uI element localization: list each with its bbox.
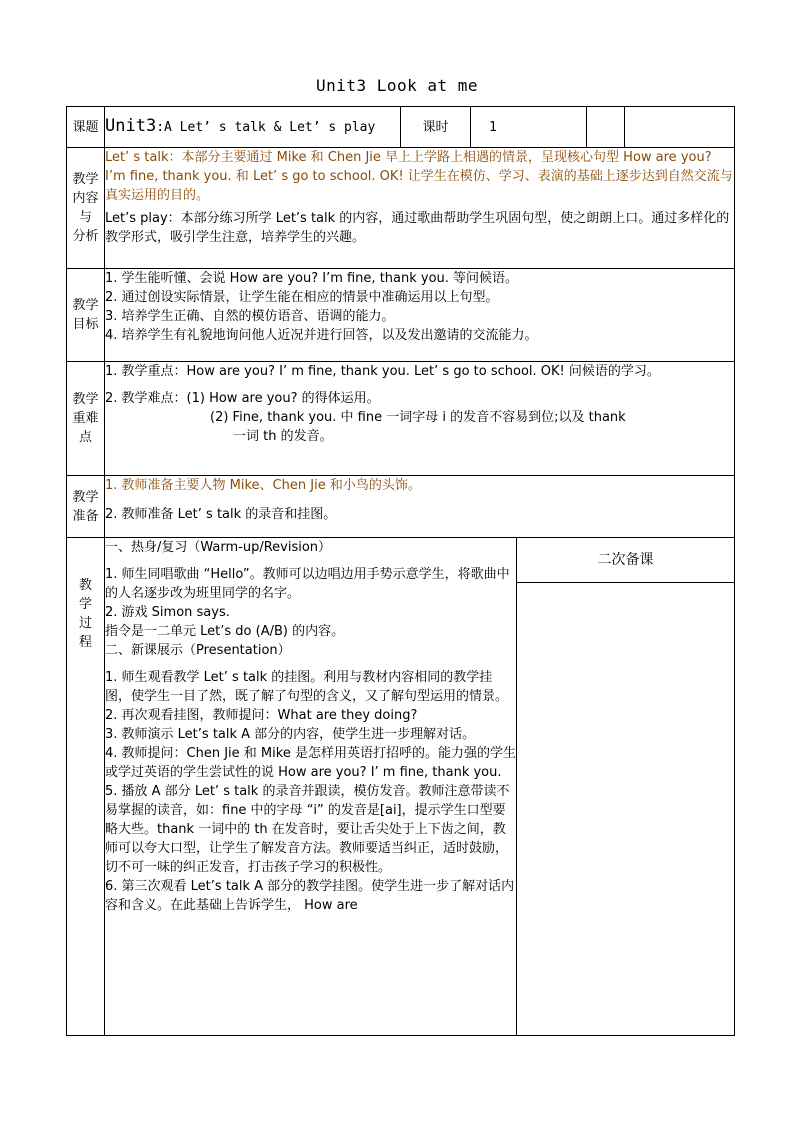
period-label: 课时 [401,107,471,148]
empty-cell-2 [625,107,735,148]
row-process [67,538,735,1036]
goals-label: 教学 目标 [67,269,105,362]
process-line-5: 指令是一二单元 Let’s do (A/B) 的内容。 [105,624,345,639]
process-line-4: 2. 游戏 Simon says. [105,605,230,620]
difficulty-2b: 一词 th 的发音。 [233,429,333,444]
process-line-10: 3. 教师演示 Let’s talk A 部分的内容，使学生进一步理解对话。 [105,727,476,742]
empty-cell-1 [587,107,625,148]
process-label: 教 学 过 程 [67,538,105,1036]
analysis-paragraph-2: Let’s play：本部分练习所学 Let’s talk 的内容，通过歌曲帮助学生巩固句型，使之朗朗上口。通过多样化的教学形式，吸引学生注意，培养学生的兴趣。 [105,211,730,245]
row-keys [67,362,735,476]
period-value: 1 [471,107,587,148]
prep-item-2: 2. 教师准备 Let’ s talk 的录音和挂图。 [105,507,337,522]
goal-item-2: 2. 通过创设实际情景，让学生能在相应的情景中准确运用以上句型。 [105,290,499,305]
side-notes-header: 二次备课 [517,538,734,583]
lesson-plan-table [66,106,735,1036]
keys-label: 教学 重难 点 [67,362,105,476]
row-prep [67,476,735,538]
difficulty-2a: (2) Fine, thank you. 中 fine 一词字母 i 的发音不容易到位;以及 thank [210,410,626,425]
process-line-6: 二、新课展示（Presentation） [105,643,291,658]
prep-content [105,476,735,538]
side-notes-cell [517,538,735,1036]
process-line-8: 1. 师生观看教学 Let’ s talk 的挂图。利用与教材内容相同的教学挂图，使学生一目了然，既了解了句型的含义，又了解句型运用的情景。 [105,670,509,704]
difficulty-intro: 2. 教学难点：(1) How are you? 的得体运用。 [105,391,380,406]
row-goals [67,269,735,362]
prep-item-1: 1. 教师准备主要人物 Mike、Chen Jie 和小鸟的头饰。 [105,478,421,493]
key-point: 1. 教学重点：How are you? I’ m fine, thank you. Let’ s go to school. OK! 问候语的学习。 [105,364,660,379]
topic-value [105,107,401,148]
prep-label: 教学 准备 [67,476,105,538]
document-title: Unit3 Look at me [315,76,479,95]
keys-content [105,362,735,476]
process-line-12: 5. 播放 A 部分 Let’ s talk 的录音并跟读，模仿发音。教师注意带读不易掌握的读音，如：fine 中的字母 “i” 的发音是[ai]，提示学生口型要略大些。thank 一词中的 th 在发音时，要让舌尖处于上下齿之间，教师可以夸大口型，让学生了解发音方法。教师要适当纠正，适时鼓励，切不可一味的纠正发音，打击孩子学习的积极性。 [105,784,510,875]
analysis-label: 教学 内容 与 分析 [67,148,105,269]
process-content [105,538,517,1036]
analysis-content [105,148,735,269]
process-line-1: 一、热身/复习（Warm-up/Revision） [105,540,332,555]
process-line-11: 4. 教师提问：Chen Jie 和 Mike 是怎样用英语打招呼的。能力强的学生或学过英语的学生尝试性的说 How are you? I’ m fine, thank you. [105,746,516,780]
goal-item-1: 1. 学生能听懂、会说 How are you? I’m fine, thank you. 等问候语。 [105,271,519,286]
process-line-13: 6. 第三次观看 Let’s talk A 部分的教学挂图。使学生进一步了解对话内容和含义。在此基础上告诉学生， How are [105,879,515,913]
topic-prefix: Unit3 [105,116,157,136]
row-topic [67,107,735,148]
analysis-paragraph-1: Let’ s talk：本部分主要通过 Mike 和 Chen Jie 早上上学路上相遇的情景，呈现核心句型 How are you? I’m fine, thank you. 和 Let’ s go to school. OK! 让学生在模仿、学习、表演的基础上逐步达到自然交流与真实运用的目的。 [105,150,733,203]
row-analysis [67,148,735,269]
topic-label: 课题 [67,107,105,148]
process-line-9: 2. 再次观看挂图，教师提问：What are they doing? [105,708,418,723]
topic-rest: :A Let’ s talk & Let’ s play [156,120,376,135]
goal-item-4: 4. 培养学生有礼貌地询问他人近况并进行回答，以及发出邀请的交流能力。 [105,328,538,343]
goal-item-3: 3. 培养学生正确、自然的模仿语音、语调的能力。 [105,309,395,324]
goals-content [105,269,735,362]
process-line-3: 1. 师生同唱歌曲 “Hello”。教师可以边唱边用手势示意学生，将歌曲中的人名逐步改为班里同学的名字。 [105,567,510,601]
